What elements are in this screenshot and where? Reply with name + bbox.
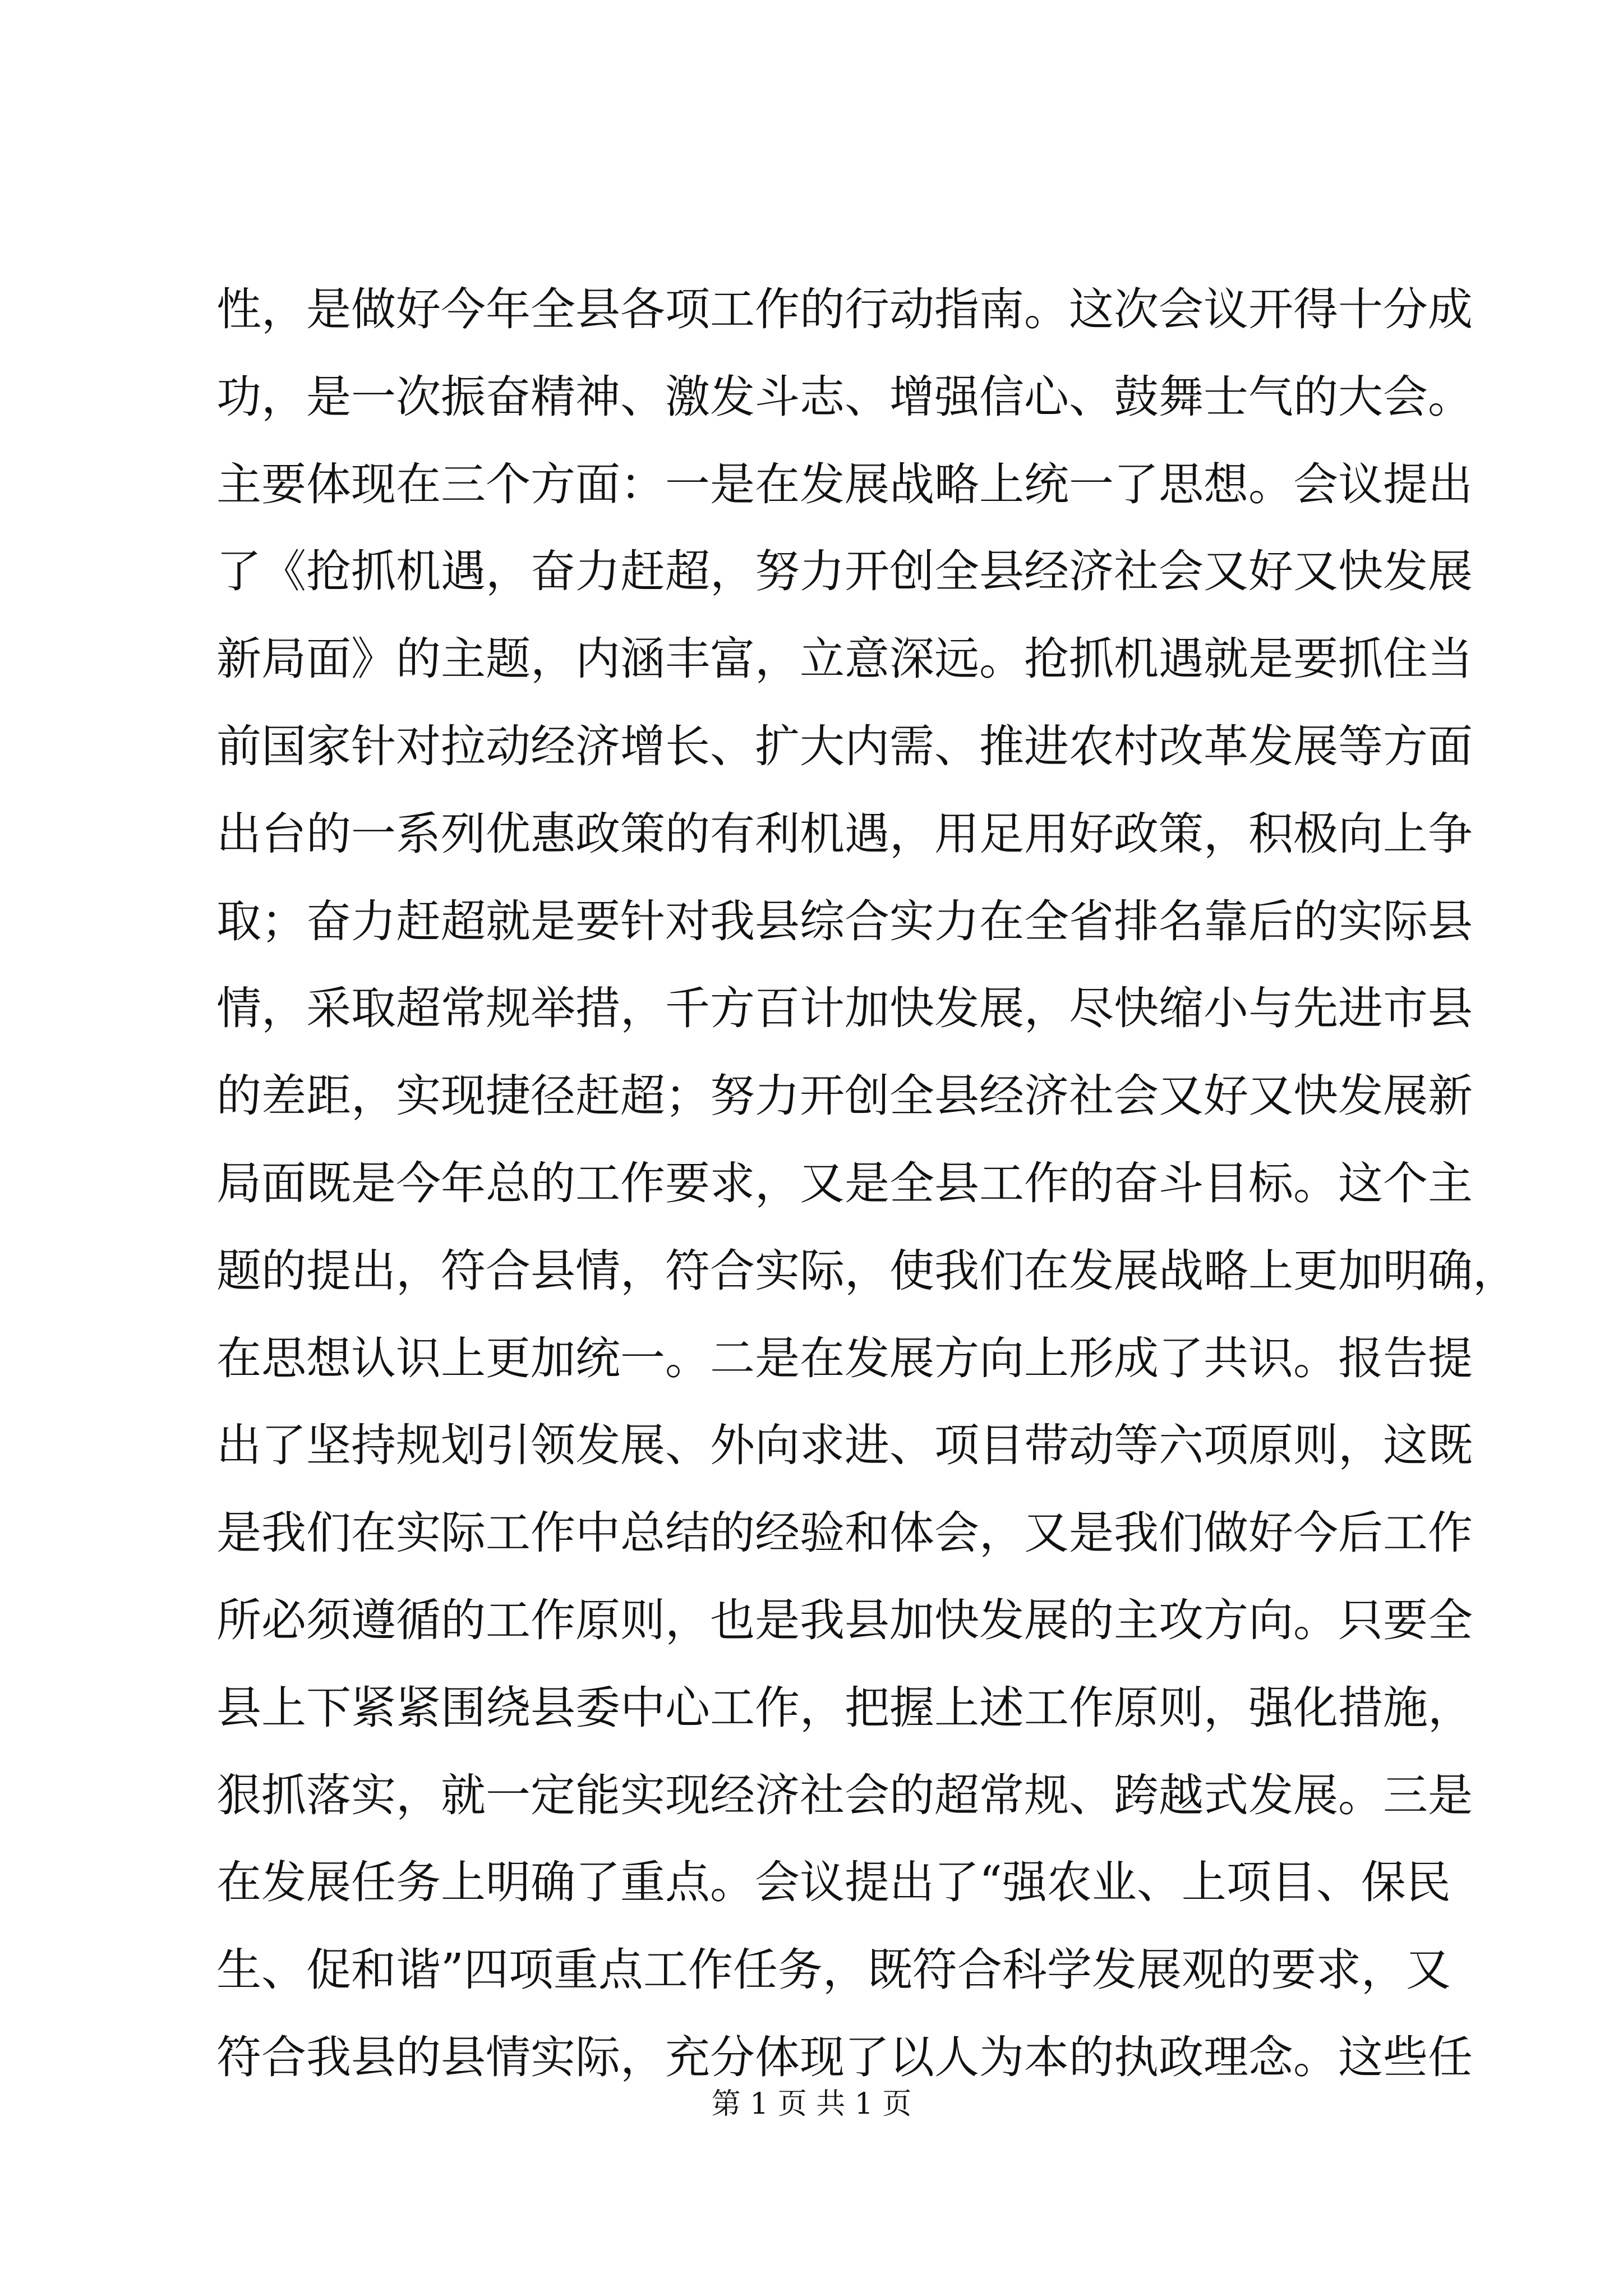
- text-line: 在思想认识上更加统一。二是在发展方向上形成了共识。报告提: [216, 1332, 1473, 1384]
- text-line: 了《抢抓机遇，奋力赶超，努力开创全县经济社会又好又快发展: [216, 545, 1473, 598]
- body-paragraph: [216, 266, 1518, 2101]
- text-line: 取；奋力赶超就是要针对我县综合实力在全省排名靠后的实际县: [216, 895, 1473, 947]
- text-line: 局面既是今年总的工作要求，又是全县工作的奋斗目标。这个主: [216, 1157, 1473, 1209]
- text-line: 主要体现在三个方面：一是在发展战略上统一了思想。会议提出: [216, 458, 1473, 510]
- text-line: 出了坚持规划引领发展、外向求进、项目带动等六项原则，这既: [216, 1419, 1473, 1472]
- text-line: 功，是一次振奋精神、激发斗志、增强信心、鼓舞士气的大会。: [216, 370, 1473, 423]
- text-line: 出台的一系列优惠政策的有利机遇，用足用好政策，积极向上争: [216, 807, 1473, 860]
- text-line: 情，采取超常规举措，千方百计加快发展，尽快缩小与先进市县: [216, 982, 1473, 1035]
- text-line: 前国家针对拉动经济增长、扩大内需、推进农村改革发展等方面: [216, 720, 1473, 772]
- text-line: 县上下紧紧围绕县委中心工作，把握上述工作原则，强化措施，: [216, 1681, 1473, 1734]
- text-line: 所必须遵循的工作原则，也是我县加快发展的主攻方向。只要全: [216, 1594, 1473, 1646]
- text-line: 狠抓落实，就一定能实现经济社会的超常规、跨越式发展。三是: [216, 1769, 1473, 1821]
- text-line: 题的提出，符合县情，符合实际，使我们在发展战略上更加明确，: [216, 1244, 1518, 1297]
- text-line: 生、促和谐”四项重点工作任务，既符合科学发展观的要求，又: [216, 1944, 1451, 1996]
- text-line: 性，是做好今年全县各项工作的行动指南。这次会议开得十分成: [216, 283, 1473, 335]
- text-line: 的差距，实现捷径赶超；努力开创全县经济社会又好又快发展新: [216, 1070, 1473, 1122]
- text-line: 新局面》的主题，内涵丰富，立意深远。抢抓机遇就是要抓住当: [216, 633, 1473, 685]
- page-footer: 第 1 页 共 1 页: [711, 2087, 912, 2121]
- text-line: 符合我县的县情实际，充分体现了以人为本的执政理念。这些任: [216, 2031, 1473, 2083]
- text-line: 是我们在实际工作中总结的经验和体会，又是我们做好今后工作: [216, 1507, 1473, 1559]
- text-line: 在发展任务上明确了重点。会议提出了“强农业、上项目、保民: [216, 1856, 1451, 1909]
